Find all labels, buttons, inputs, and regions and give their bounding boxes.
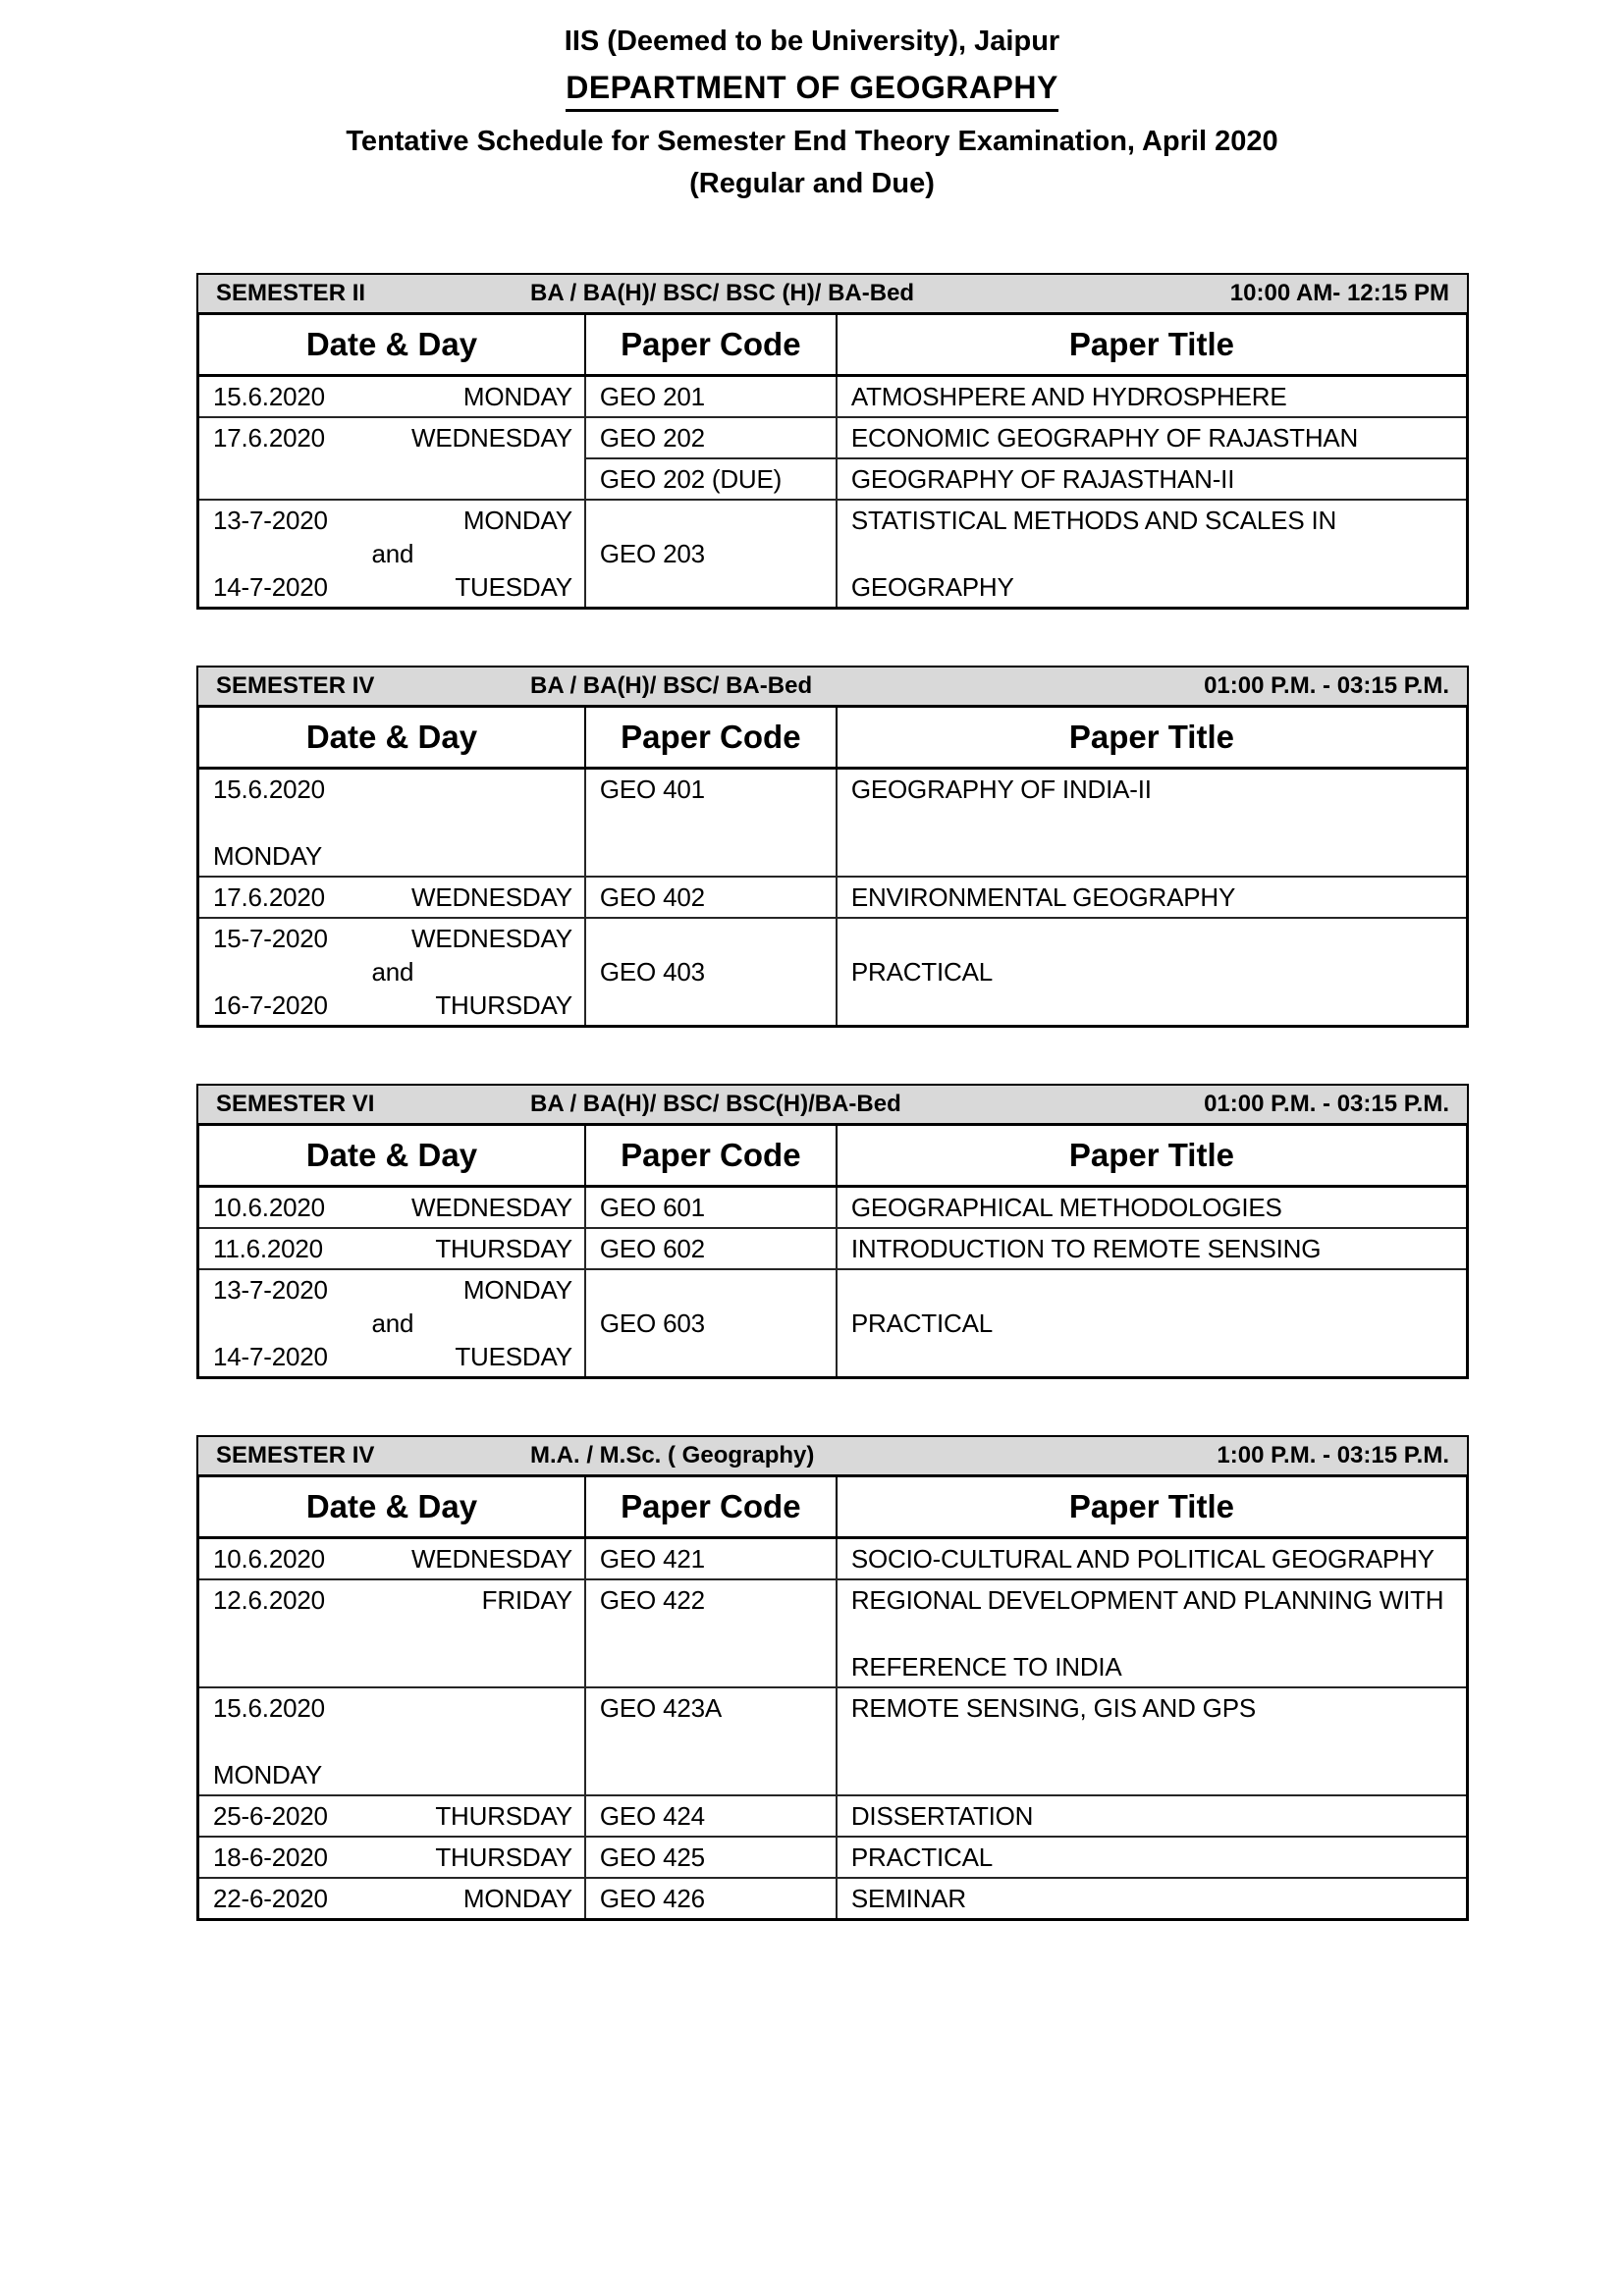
title-line: GEOGRAPHY OF RAJASTHAN-II (850, 464, 1235, 494)
paper-title-cell (837, 1538, 1468, 1580)
paper-code-cell: GEO 426 (585, 1878, 837, 1920)
paper-code-cell: GEO 603 (585, 1269, 837, 1378)
paper-code-cell: GEO 202 (585, 417, 837, 458)
day-text: MONDAY (462, 1884, 572, 1913)
paper-title-cell (837, 500, 1468, 609)
date-day-cell (198, 1538, 585, 1580)
paper-code-cell: GEO 422 (585, 1579, 837, 1687)
col-header-paper-code: Paper Code (585, 1125, 837, 1187)
column-header-row (198, 707, 1468, 769)
date-day-cell (198, 417, 585, 500)
day-text: WEDNESDAY (411, 924, 572, 953)
time-label: 1:00 P.M. - 03:15 P.M. (1217, 1442, 1449, 1468)
and-text: and (371, 539, 414, 568)
paper-title-cell (837, 417, 1468, 458)
table-row (198, 1187, 1468, 1229)
table-row (198, 1795, 1468, 1837)
paper-code-cell: GEO 425 (585, 1837, 837, 1878)
date-text: 15-7-2020 (213, 924, 328, 953)
date-day-cell (198, 877, 585, 918)
semester-bar (196, 273, 1469, 312)
paper-code-cell: GEO 202 (DUE) (585, 458, 837, 500)
table-row (198, 769, 1468, 878)
col-header-paper-title: Paper Title (837, 707, 1468, 769)
paper-code-cell: GEO 601 (585, 1187, 837, 1229)
paper-title-cell (837, 918, 1468, 1027)
col-header-date-day: Date & Day (198, 314, 585, 376)
exam-table (196, 1474, 1469, 1921)
day-text: THURSDAY (435, 990, 572, 1020)
date-text: 15.6.2020 (213, 1693, 325, 1723)
day-text: TUESDAY (455, 1342, 572, 1371)
paper-code-cell: GEO 201 (585, 376, 837, 418)
column-header-row (198, 314, 1468, 376)
date-day-cell (198, 1878, 585, 1920)
col-header-date-day: Date & Day (198, 1476, 585, 1538)
date-text: 22-6-2020 (213, 1884, 328, 1913)
day-text: MONDAY (462, 1275, 572, 1305)
time-label: 01:00 P.M. - 03:15 P.M. (1204, 1091, 1449, 1117)
table-row (198, 417, 1468, 458)
exam-table (196, 705, 1469, 1028)
title-line (851, 537, 1454, 570)
exam-table (196, 1123, 1469, 1379)
table-row (198, 1878, 1468, 1920)
paper-code-cell: GEO 421 (585, 1538, 837, 1580)
paper-title-cell (837, 1837, 1468, 1878)
date-text: 12.6.2020 (213, 1585, 325, 1615)
paper-code-cell: GEO 602 (585, 1228, 837, 1269)
date-day-cell (198, 376, 585, 418)
paper-title-cell (837, 458, 1468, 500)
table-row (198, 1579, 1468, 1687)
date-text: MONDAY (213, 841, 322, 871)
day-text: MONDAY (462, 382, 572, 411)
program-label: BA / BA(H)/ BSC/ BSC (H)/ BA-Bed (530, 280, 915, 306)
table-row (198, 918, 1468, 1027)
semester-table (196, 1084, 1469, 1379)
table-row (198, 1687, 1468, 1795)
table-row (198, 877, 1468, 918)
semester-label: SEMESTER II (216, 280, 366, 306)
col-header-date-day: Date & Day (198, 1125, 585, 1187)
semester-label: SEMESTER VI (216, 1091, 375, 1117)
paper-code-cell: GEO 403 (585, 918, 837, 1027)
title-line: REMOTE SENSING, GIS AND GPS (850, 1693, 1256, 1723)
date-text: 17.6.2020 (213, 423, 325, 453)
day-text: TUESDAY (455, 572, 572, 602)
semester-table (196, 273, 1469, 610)
date-text: 16-7-2020 (213, 990, 328, 1020)
title-line: GEOGRAPHICAL METHODOLOGIES (850, 1193, 1282, 1222)
day-text: FRIDAY (481, 1585, 572, 1615)
program-label: BA / BA(H)/ BSC/ BA-Bed (530, 672, 813, 699)
date-text: 10.6.2020 (213, 1544, 325, 1574)
date-day-cell (198, 1269, 585, 1378)
date-text: 15.6.2020 (213, 382, 325, 411)
department-title: DEPARTMENT OF GEOGRAPHY (566, 70, 1058, 112)
university-title: IIS (Deemed to be University), Jaipur (564, 26, 1060, 57)
semester-table (196, 1435, 1469, 1921)
program-label: M.A. / M.Sc. ( Geography) (530, 1442, 815, 1468)
title-line: GEOGRAPHY (850, 572, 1014, 602)
paper-code-cell: GEO 424 (585, 1795, 837, 1837)
title-line: PRACTICAL (850, 1308, 993, 1338)
table-row (198, 1228, 1468, 1269)
title-line: PRACTICAL (850, 1842, 993, 1872)
date-text: 11.6.2020 (213, 1234, 323, 1263)
semester-table (196, 666, 1469, 1028)
col-header-paper-code: Paper Code (585, 707, 837, 769)
title-line: REFERENCE TO INDIA (850, 1652, 1122, 1682)
date-day-cell (198, 769, 585, 878)
date-text: 17.6.2020 (213, 882, 325, 912)
table-row (198, 1269, 1468, 1378)
title-line: ECONOMIC GEOGRAPHY OF RAJASTHAN (850, 423, 1359, 453)
date-day-cell (198, 1228, 585, 1269)
title-line: PRACTICAL (850, 957, 993, 987)
paper-title-cell (837, 1795, 1468, 1837)
paper-title-cell (837, 1269, 1468, 1378)
title-line: STATISTICAL METHODS AND SCALES IN (850, 506, 1337, 535)
date-text: 14-7-2020 (213, 1342, 328, 1371)
date-day-cell (198, 1579, 585, 1687)
day-text: THURSDAY (435, 1842, 572, 1872)
day-text: WEDNESDAY (411, 882, 572, 912)
paper-code-cell: GEO 203 (585, 500, 837, 609)
day-text: WEDNESDAY (411, 423, 572, 453)
date-day-cell (198, 1687, 585, 1795)
date-day-cell (198, 1795, 585, 1837)
time-label: 01:00 P.M. - 03:15 P.M. (1204, 672, 1449, 699)
date-text: 14-7-2020 (213, 572, 328, 602)
paper-title-cell (837, 1579, 1468, 1687)
exam-table (196, 312, 1469, 610)
day-text: WEDNESDAY (411, 1193, 572, 1222)
date-text: 25-6-2020 (213, 1801, 328, 1831)
table-row (198, 1837, 1468, 1878)
table-row (198, 376, 1468, 418)
title-line: GEOGRAPHY OF INDIA-II (850, 774, 1152, 804)
semester-bar (196, 1435, 1469, 1474)
document-header (0, 0, 1624, 200)
day-text: MONDAY (462, 506, 572, 535)
paper-code-cell: GEO 402 (585, 877, 837, 918)
date-day-cell (198, 1187, 585, 1229)
date-text: 13-7-2020 (213, 1275, 328, 1305)
date-text (213, 806, 220, 839)
tables-container (196, 273, 1469, 1921)
semester-label: SEMESTER IV (216, 672, 375, 699)
day-text: THURSDAY (435, 1234, 572, 1263)
col-header-paper-title: Paper Title (837, 1476, 1468, 1538)
day-text: THURSDAY (435, 1801, 572, 1831)
semester-label: SEMESTER IV (216, 1442, 375, 1468)
column-header-row (198, 1125, 1468, 1187)
paper-title-cell (837, 1187, 1468, 1229)
schedule-subtitle: (Regular and Due) (689, 168, 935, 199)
date-text (213, 1725, 220, 1758)
paper-title-cell (837, 769, 1468, 878)
title-line: INTRODUCTION TO REMOTE SENSING (850, 1234, 1322, 1263)
col-header-paper-title: Paper Title (837, 314, 1468, 376)
title-line: SEMINAR (850, 1884, 966, 1913)
paper-title-cell (837, 376, 1468, 418)
date-text: 13-7-2020 (213, 506, 328, 535)
col-header-paper-code: Paper Code (585, 1476, 837, 1538)
title-line (851, 1617, 1454, 1650)
column-header-row (198, 1476, 1468, 1538)
paper-title-cell (837, 1687, 1468, 1795)
title-line: ENVIRONMENTAL GEOGRAPHY (850, 882, 1236, 912)
title-line: SOCIO-CULTURAL AND POLITICAL GEOGRAPHY (850, 1544, 1435, 1574)
col-header-paper-code: Paper Code (585, 314, 837, 376)
schedule-title: Tentative Schedule for Semester End Theory Examination, April 2020 (346, 126, 1278, 157)
time-label: 10:00 AM- 12:15 PM (1229, 280, 1449, 306)
col-header-date-day: Date & Day (198, 707, 585, 769)
day-text: WEDNESDAY (411, 1544, 572, 1574)
title-line: ATMOSHPERE AND HYDROSPHERE (850, 382, 1287, 411)
paper-code-cell: GEO 423A (585, 1687, 837, 1795)
col-header-paper-title: Paper Title (837, 1125, 1468, 1187)
date-day-cell (198, 918, 585, 1027)
date-text: 18-6-2020 (213, 1842, 328, 1872)
paper-code-cell: GEO 401 (585, 769, 837, 878)
and-text: and (371, 1308, 414, 1338)
table-row (198, 1538, 1468, 1580)
and-text: and (371, 957, 414, 987)
table-row (198, 500, 1468, 609)
date-text: MONDAY (213, 1760, 322, 1789)
date-day-cell (198, 1837, 585, 1878)
semester-bar (196, 1084, 1469, 1123)
title-line: DISSERTATION (850, 1801, 1034, 1831)
date-day-cell (198, 500, 585, 609)
paper-title-cell (837, 1878, 1468, 1920)
date-text: 15.6.2020 (213, 774, 325, 804)
title-line: REGIONAL DEVELOPMENT AND PLANNING WITH (850, 1585, 1444, 1615)
paper-title-cell (837, 1228, 1468, 1269)
date-text: 10.6.2020 (213, 1193, 325, 1222)
semester-bar (196, 666, 1469, 705)
paper-title-cell (837, 877, 1468, 918)
program-label: BA / BA(H)/ BSC/ BSC(H)/BA-Bed (530, 1091, 901, 1117)
